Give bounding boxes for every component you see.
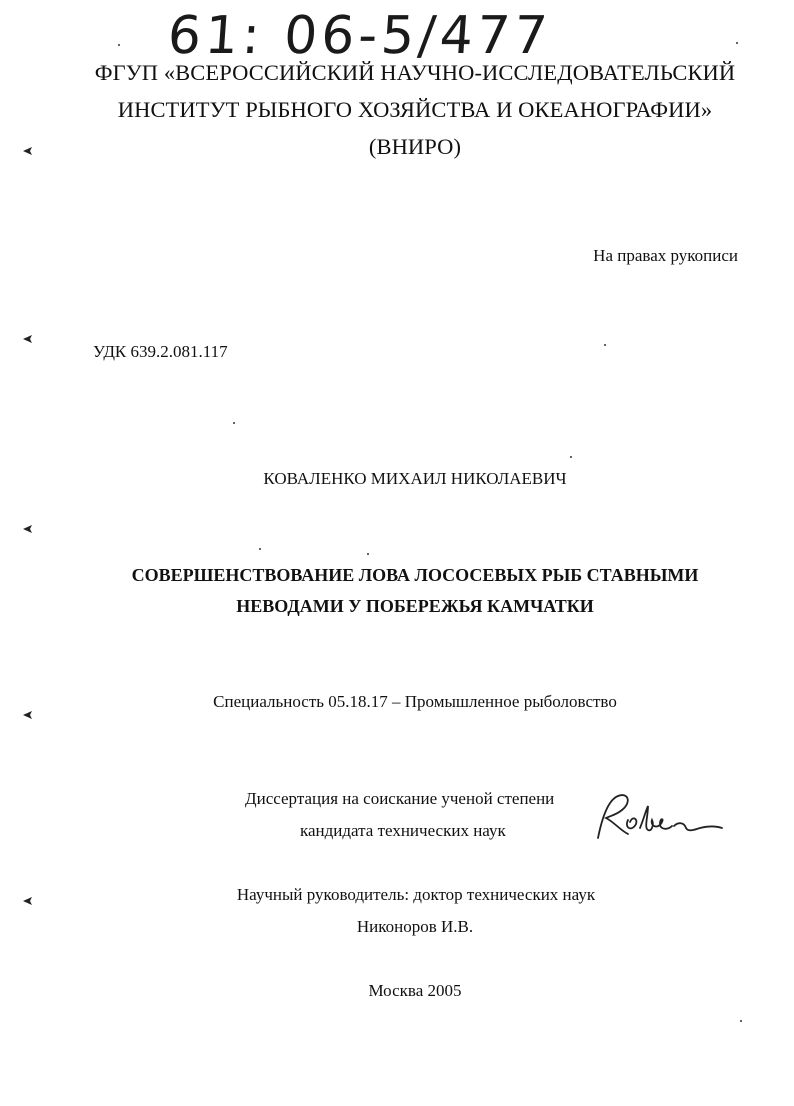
scan-speck	[259, 548, 261, 550]
scan-speck	[736, 42, 738, 44]
scan-speck	[118, 44, 120, 46]
scan-speck	[740, 1020, 742, 1022]
dissertation-title-line-1: СОВЕРШЕНСТВОВАНИЕ ЛОВА ЛОСОСЕВЫХ РЫБ СТАВНЫМИ	[131, 565, 699, 585]
udc-code: УДК 639.2.081.117	[93, 342, 228, 361]
author-name: КОВАЛЕНКО МИХАИЛ НИКОЛАЕВИЧ	[263, 469, 567, 488]
scan-speck	[367, 553, 369, 555]
handwritten-catalog-number: 61: 06-5/477	[165, 6, 554, 66]
scan-mark-icon	[22, 710, 34, 720]
rights-note: На правах рукописи	[593, 246, 738, 265]
supervisor-line-2: Никоноров И.В.	[356, 917, 474, 936]
degree-line-2: кандидата технических наук	[300, 821, 506, 840]
handwritten-signature	[588, 788, 728, 848]
scan-mark-icon	[22, 146, 34, 156]
supervisor-line-1: Научный руководитель: доктор технических наук	[236, 885, 596, 904]
scan-mark-icon	[22, 524, 34, 534]
scan-speck	[233, 422, 235, 424]
scan-speck	[570, 456, 572, 458]
organization-line-2: ИНСТИТУТ РЫБНОГО ХОЗЯЙСТВА И ОКЕАНОГРАФИИ»	[117, 97, 713, 122]
scan-mark-icon	[22, 896, 34, 906]
degree-line-1: Диссертация на соискание ученой степени	[245, 789, 555, 808]
scan-mark-icon	[22, 334, 34, 344]
dissertation-title-line-2: НЕВОДАМИ У ПОБЕРЕЖЬЯ КАМЧАТКИ	[236, 596, 594, 616]
scan-speck	[604, 344, 606, 346]
organization-line-3: (ВНИРО)	[368, 134, 462, 159]
specialty: Специальность 05.18.17 – Промышленное рыболовство	[213, 692, 617, 711]
organization-line-1: ФГУП «ВСЕРОССИЙСКИЙ НАУЧНО-ИССЛЕДОВАТЕЛЬСКИЙ	[94, 60, 736, 85]
place-year: Москва 2005	[368, 981, 462, 1000]
